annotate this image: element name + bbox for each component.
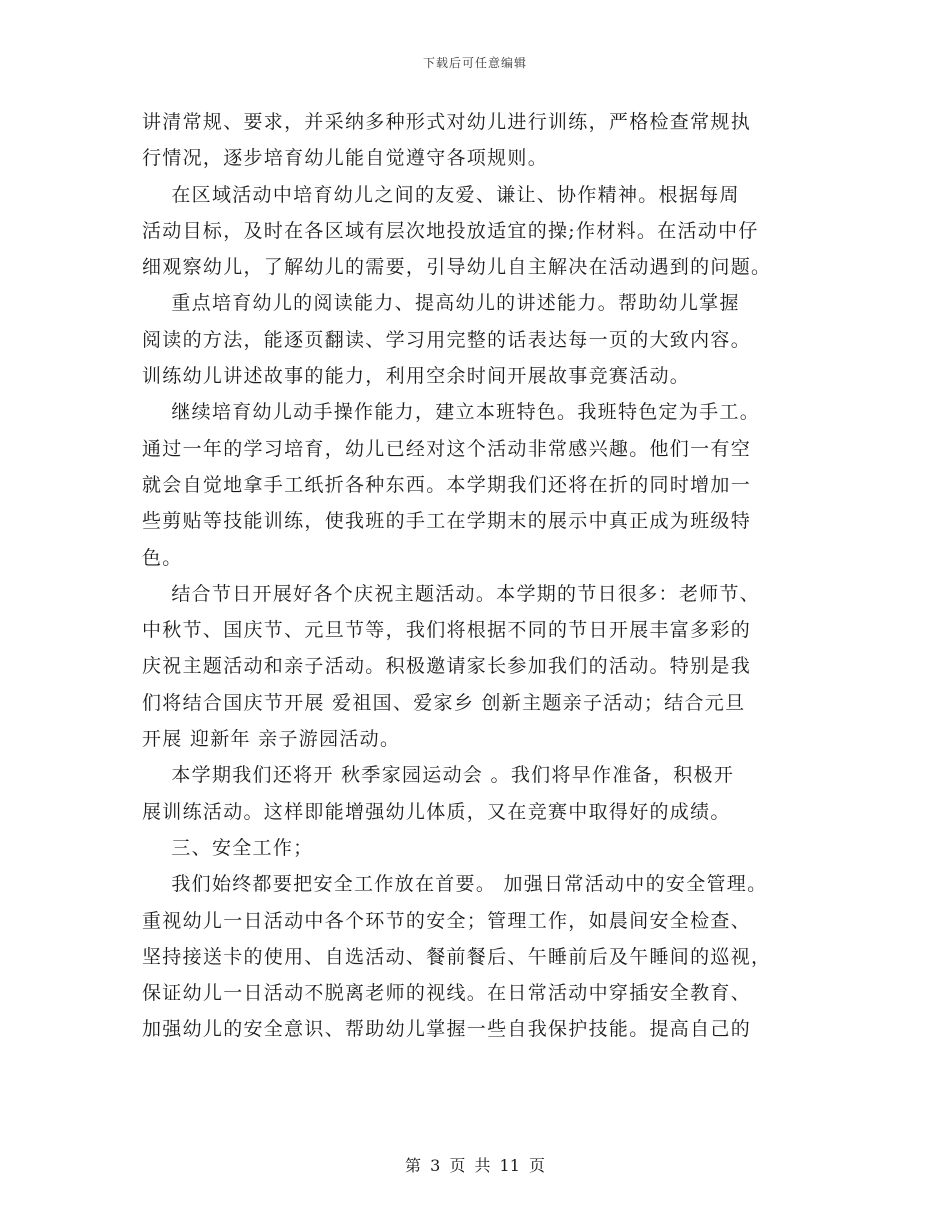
text-line: 坚持接送卡的使用、自选活动、餐前餐后、午睡前后及午睡间的巡视， bbox=[142, 945, 772, 968]
text-line: 色。 bbox=[142, 546, 183, 569]
text-line: 加强幼儿的安全意识、帮助幼儿掌握一些自我保护技能。提高自己的 bbox=[142, 1018, 752, 1041]
text-line: 讲清常规、要求，并采纳多种形式对幼儿进行训练，严格检查常规执 bbox=[142, 111, 752, 133]
text-line: 我们始终都要把安全工作放在首要。 加强日常活动中的安全管理。 bbox=[142, 873, 768, 896]
text-line: 结合节日开展好各个庆祝主题活动。本学期的节日很多：老师节、 bbox=[142, 582, 761, 605]
text-line: 活动目标，及时在各区域有层次地投放适宜的操;作材料。在活动中仔 bbox=[142, 219, 759, 242]
text-line: 展训练活动。这样即能增强幼儿体质，又在竞赛中取得好的成绩。 bbox=[142, 800, 731, 823]
page-number: 第 3 页 共 11 页 bbox=[405, 1156, 545, 1175]
text-line: 重视幼儿一日活动中各个环节的安全；管理工作，如晨间安全检查、 bbox=[142, 909, 752, 932]
text-line: 开展 迎新年 亲子游园活动。 bbox=[142, 728, 401, 751]
text-line: 本学期我们还将开 秋季家园运动会 。我们将早作准备，积极开 bbox=[142, 764, 735, 787]
text-line: 细观察幼儿，了解幼儿的需要，引导幼儿自主解决在活动遇到的问题。 bbox=[142, 256, 772, 279]
text-line: 在区域活动中培育幼儿之间的友爱、谦让、协作精神。根据每周 bbox=[142, 183, 740, 206]
text-line: 保证幼儿一日活动不脱离老师的视线。在日常活动中穿插安全教育、 bbox=[142, 982, 752, 1005]
page-header-note: 下载后可任意编辑 bbox=[422, 56, 527, 70]
text-line: 重点培育幼儿的阅读能力、提高幼儿的讲述能力。帮助幼儿掌握 bbox=[142, 292, 740, 315]
text-line: 些剪贴等技能训练，使我班的手工在学期末的展示中真正成为班级特 bbox=[142, 510, 752, 533]
document-body bbox=[142, 104, 822, 1048]
text-line: 们将结合国庆节开展 爱祖国、爱家乡 创新主题亲子活动；结合元旦 bbox=[142, 691, 746, 714]
text-line: 行情况，逐步培育幼儿能自觉遵守各项规则。 bbox=[142, 147, 549, 170]
text-line: 阅读的方法，能逐页翻读、学习用完整的话表达每一页的大致内容。 bbox=[142, 328, 752, 351]
text-line: 中秋节、国庆节、元旦节等，我们将根据不同的节日开展丰富多彩的 bbox=[142, 619, 752, 642]
text-line: 通过一年的学习培育，幼儿已经对这个活动非常感兴趣。他们一有空 bbox=[142, 437, 752, 460]
text-line: 训练幼儿讲述故事的能力，利用空余时间开展故事竞赛活动。 bbox=[142, 365, 691, 388]
text-line: 三、安全工作； bbox=[142, 836, 314, 859]
text-line: 继续培育幼儿动手操作能力，建立本班特色。我班特色定为手工。 bbox=[142, 401, 761, 424]
text-line: 庆祝主题活动和亲子活动。积极邀请家长参加我们的活动。特别是我 bbox=[142, 655, 752, 678]
text-line: 就会自觉地拿手工纸折各种东西。本学期我们还将在折的同时增加一 bbox=[142, 473, 752, 496]
